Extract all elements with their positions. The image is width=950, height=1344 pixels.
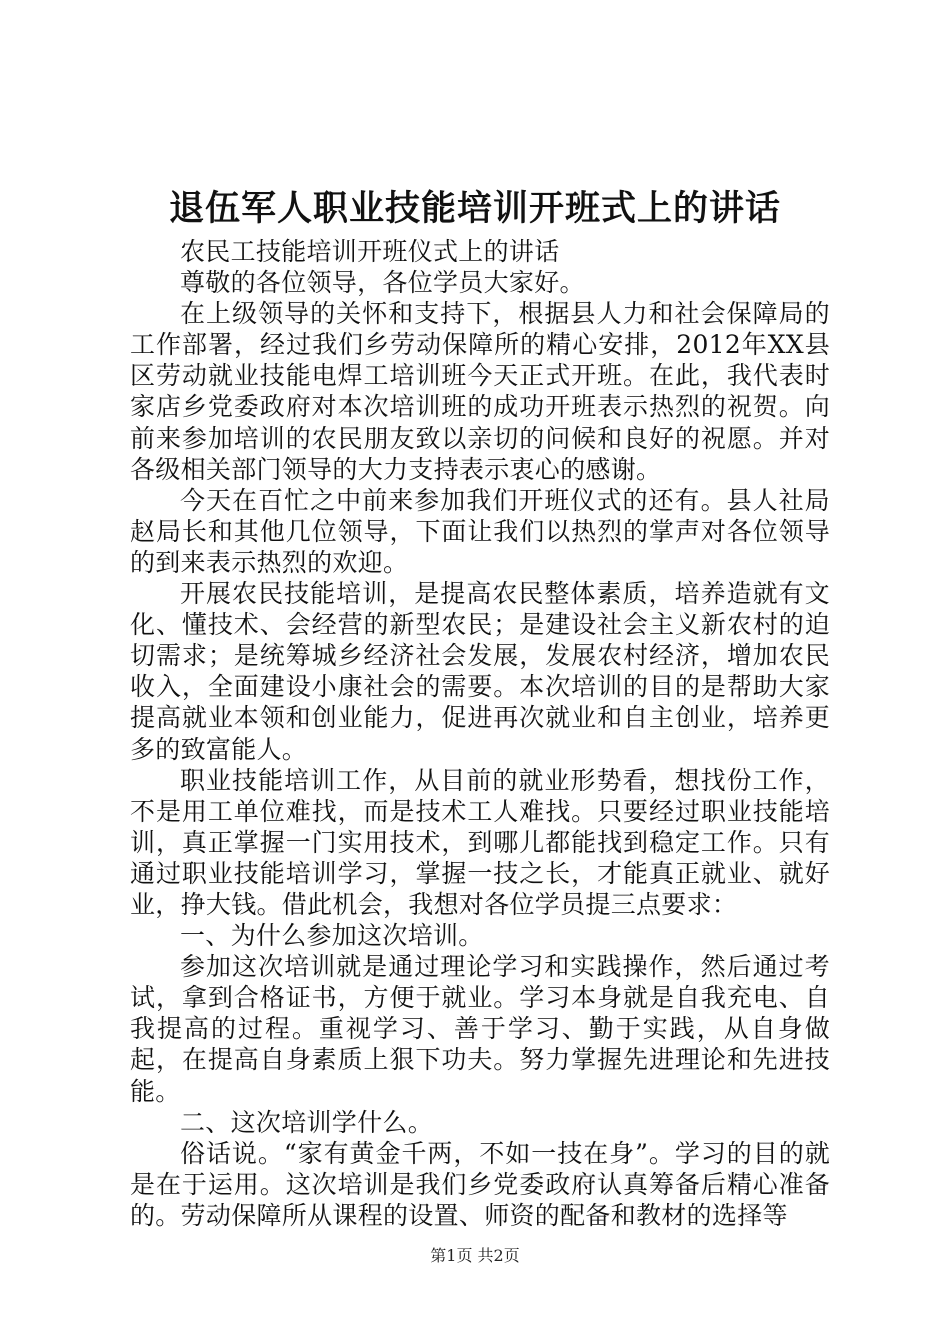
section-heading-1: 一、为什么参加这次培训。 [180, 921, 484, 951]
paragraph-employment: 职业技能培训工作，从目前的就业形势看，想找份工作，不是用工单位难找，而是技术工人难找。只要经过职业技能培训，真正掌握一门实用技术，到哪儿都能找到稳定工作。只有通过职业技能培训学习，掌握一技之长，才能真正就业、就好业，挣大钱。借此机会，我想对各位学员提三点要求： [130, 765, 830, 919]
paragraph-purpose: 开展农民技能培训，是提高农民整体素质，培养造就有文化、懂技术、会经营的新型农民；是建设社会主义新农村的迫切需求；是统筹城乡经济社会发展，发展农村经济，增加农民收入，全面建设小康社会的需要。本次培训的目的是帮助大家提高就业本领和创业能力，促进再次就业和自主创业，培养更多的致富能人。 [130, 579, 830, 764]
paragraph-section-2: 俗话说。“家有黄金千两，不如一技在身”。学习的目的就是在于运用。这次培训是我们乡党委政府认真筹备后精心准备的。劳动保障所从课程的设置、师资的配备和教材的选择等 [130, 1138, 830, 1230]
document-title: 退伍军人职业技能培训开班式上的讲话 [168, 188, 781, 229]
paragraph-greeting: 尊敬的各位领导，各位学员大家好。 [180, 268, 585, 298]
paragraph-subtitle: 农民工技能培训开班仪式上的讲话 [180, 237, 560, 266]
document-body [130, 236, 830, 1231]
paragraph-guests: 今天在百忙之中前来参加我们开班仪式的还有。县人社局赵局长和其他几位领导，下面让我们以热烈的掌声对各位领导的到来表示热烈的欢迎。 [130, 485, 830, 577]
paragraph-opening: 在上级领导的关怀和支持下，根据县人力和社会保障局的工作部署，经过我们乡劳动保障所的精心安排，2012年XX县区劳动就业技能电焊工培训班今天正式开班。在此，我代表时家店乡党委政府对本次培训班的成功开班表示热烈的祝贺。向前来参加培训的农民朋友致以亲切的问候和良好的祝愿。并对各级相关部门领导的大力支持表示衷心的感谢。 [130, 299, 830, 484]
section-heading-2: 二、这次培训学什么。 [180, 1107, 434, 1137]
paragraph-section-1: 参加这次培训就是通过理论学习和实践操作，然后通过考试，拿到合格证书，方便于就业。学习本身就是自我充电、自我提高的过程。重视学习、善于学习、勤于实践，从自身做起，在提高自身素质上狠下功夫。努力掌握先进理论和先进技能。 [130, 952, 830, 1106]
page-footer: 第1页 共2页 [430, 1246, 520, 1265]
